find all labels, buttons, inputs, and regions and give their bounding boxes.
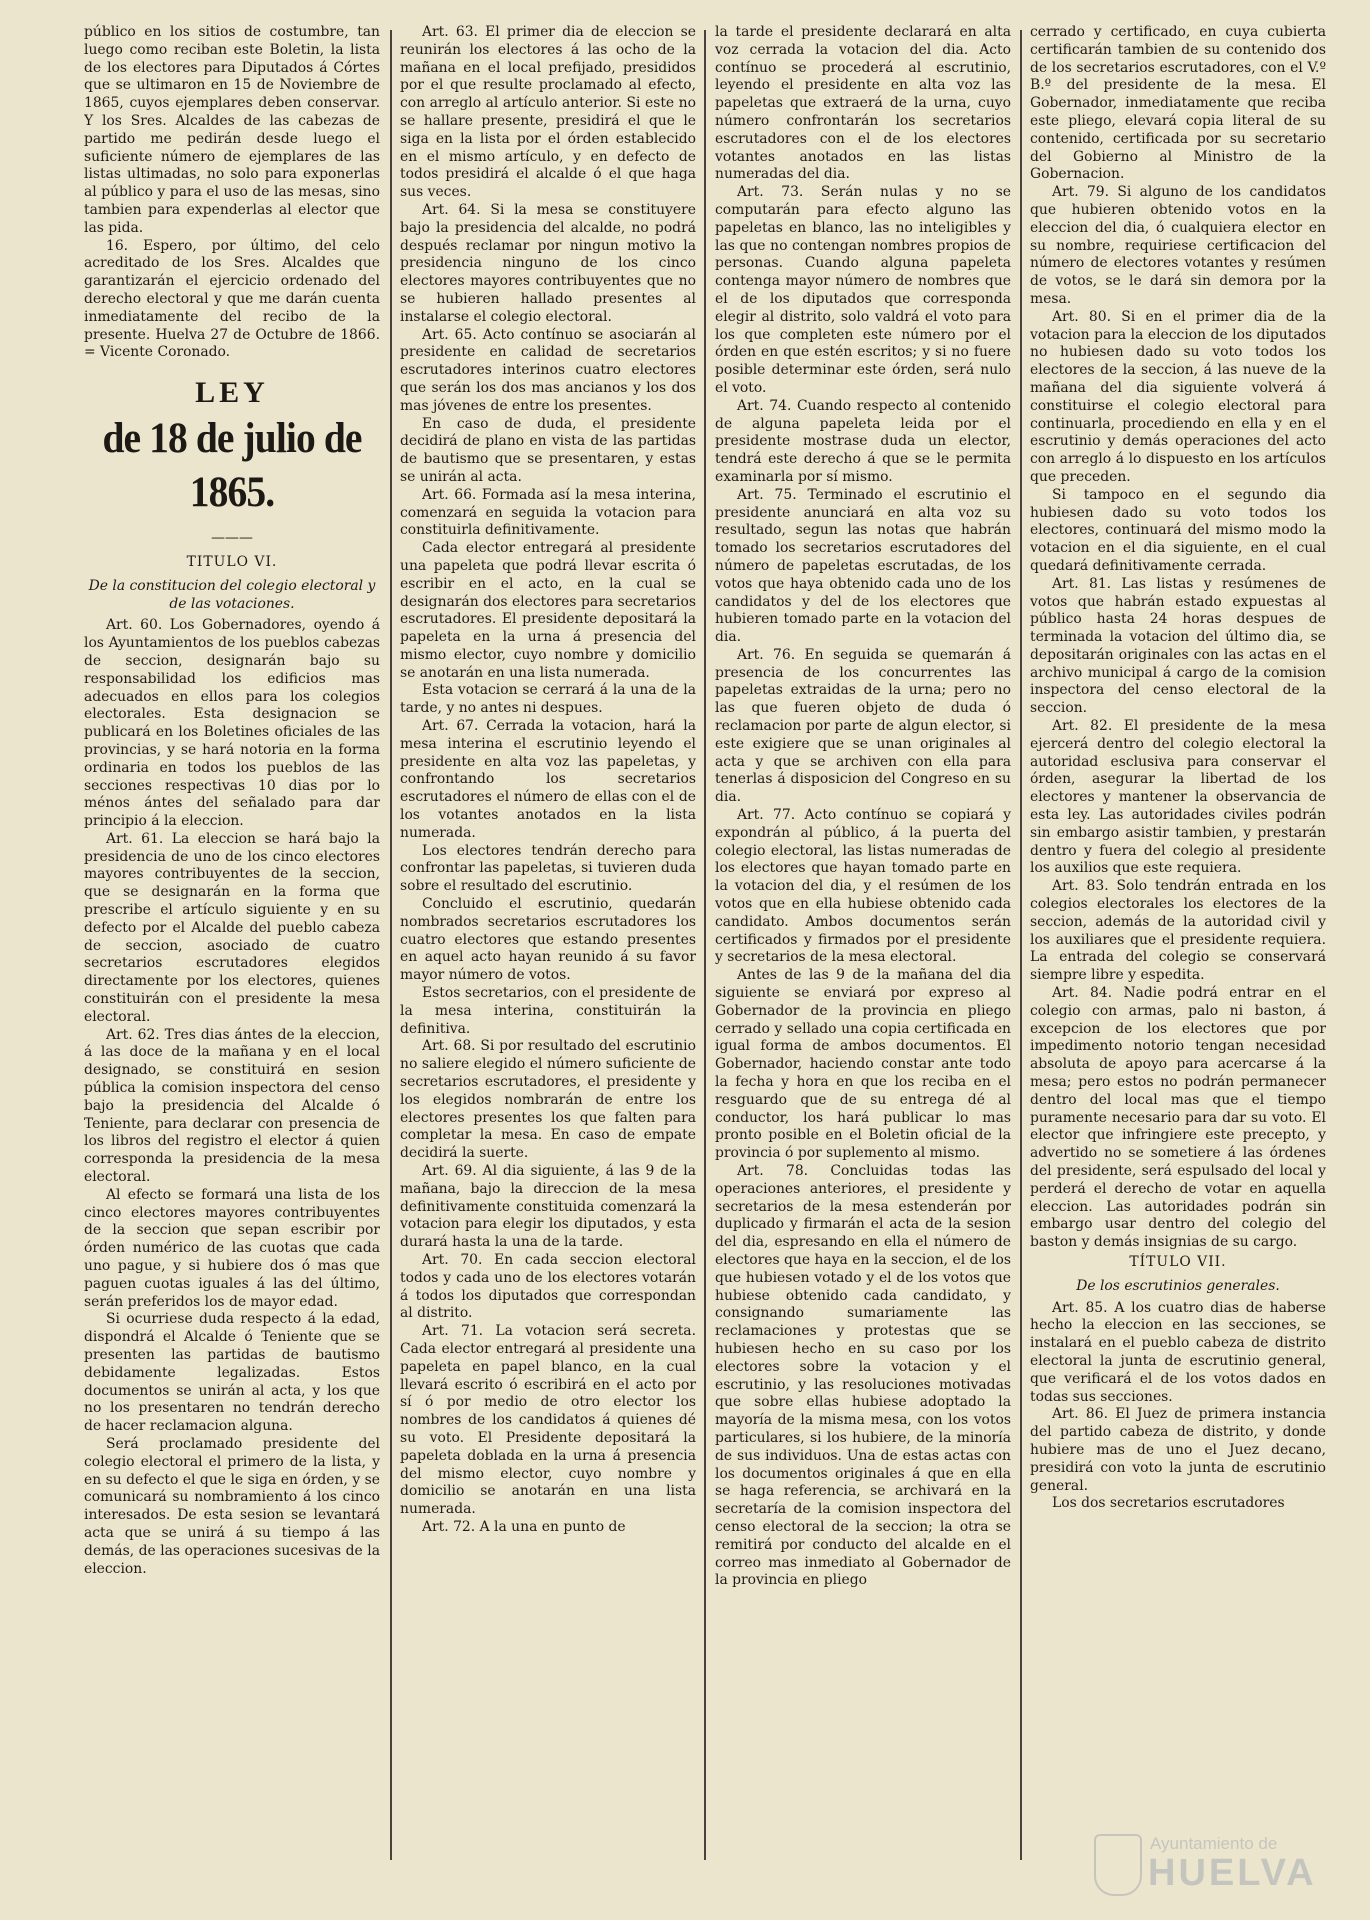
column-rule <box>704 30 706 1860</box>
paragraph: Art. 69. Al dia siguiente, á las 9 de la mañana, bajo la direccion de la mesa definitivamente constituida comenzará la votacion para elegir los diputados, y esta durará hasta la una de la tarde. <box>400 1163 696 1251</box>
paragraph: Al efecto se formará una lista de los cinco electores mayores contribuyentes de la seccion que sepan escribir por órden numérico de las cuotas que cada uno pague, y si hubiere dos ó mas que paguen cuotas iguales á las del último, serán preferidos los de mayor edad. <box>84 1186 380 1310</box>
title-heading: TÍTULO VII. <box>1129 1253 1227 1270</box>
paragraph: Estos secretarios, con el presidente de la mesa interina, constituirán la definitiva. <box>400 985 696 1037</box>
archive-watermark <box>1094 1830 1324 1900</box>
paragraph: Art. 61. La eleccion se hará bajo la presidencia de uno de los cinco electores mayores contribuyentes de la seccion, que se designarán en la forma que prescribe el artículo siguiente y en su defecto por el Alcalde del pueblo cabeza de seccion, asociado de cuatro secretarios escrutadores elegidos directamente por los electores, quienes constituirán con el presidente la mesa electoral. <box>84 830 380 1025</box>
paragraph: Art. 82. El presidente de la mesa ejercerá dentro del colegio electoral la autoridad esclusiva para conservar el órden, asegurar la libertad de los electores y mantener la observancia de esta ley. Las autoridades civiles podrán sin embargo asistir tambien, y prestarán dentro y fuera del colegio al presidente los auxilios que este requiera. <box>1030 718 1326 877</box>
paragraph: Art. 66. Formada así la mesa interina, comenzará en seguida la votacion para constituirla definitivamente. <box>400 486 696 539</box>
paragraph: Si ocurriese duda respecto á la edad, dispondrá el Alcalde ó Teniente que se presenten las partidas de bautismo debidamente legalizadas. Estos documentos se unirán al acta, y los que no los presentaren no tendrán derecho de hacer reclamacion alguna. <box>84 1311 380 1435</box>
paragraph: Art. 72. A la una en punto de <box>422 1518 626 1535</box>
paragraph: Los dos secretarios escrutadores <box>1052 1495 1285 1512</box>
paragraph: Art. 76. En seguida se quemarán á presencia de los concurrentes las papeletas extraidas de la urna; pero no las que fueren objeto de duda ó reclamacion por parte de algun elector, si este exigiere que se unan originales al acta y que se archiven con ella para tenerlas á disposicion del Congreso en su dia. <box>715 646 1011 806</box>
paragraph: Art. 77. Acto contínuo se copiará y expondrán al público, á la puerta del colegio electoral, las listas numeradas de los electores que hayan tomado parte en la votacion del dia, y el resúmen de los votos que en ella hubiese obtenido cada candidato. Ambos documentos serán certificados y firmados por el presidente y secretarios de la mesa electoral. <box>715 807 1011 966</box>
section-subtitle: De la constitucion del colegio electoral y de las votaciones. <box>88 577 376 612</box>
paragraph: En caso de duda, el presidente decidirá de plano en vista de las partidas de bautismo que se presentaren, y estas se unirán al acta. <box>400 415 696 485</box>
paragraph: Art. 79. Si alguno de los candidatos que hubieren obtenido votos en la eleccion del dia, ó cualquiera elector en su nombre, requiriese certificacion del número de electores votantes y resúmen de votos, se le dará sin demora por la mesa. <box>1030 184 1326 307</box>
paragraph: Concluido el escrutinio, quedarán nombrados secretarios escrutadores los cuatro electores que estando presentes en aquel acto hayan reunido á su favor mayor número de votos. <box>400 896 696 984</box>
paragraph-continued: cerrado y certificado, en cuya cubierta certificarán tambien de su contenido dos de los secretarios escrutadores, con el V.º B.º del presidente de la mesa. El Gobernador, inmediatamente que reciba este pliego, elevará copia literal de su contenido, certificada por su secretario del Gobierno al Ministro de la Gobernacion. <box>1030 24 1326 183</box>
paragraph: Art. 68. Si por resultado del escrutinio no saliere elegido el número suficiente de secretarios escrutadores, el presidente y los elegidos nombrarán de entre los electores presentes los que falten para completar la mesa. En caso de empate decidirá la suerte. <box>400 1038 696 1162</box>
paragraph: Art. 84. Nadie podrá entrar en el colegio con armas, palo ni baston, á excepcion de los electores que por impedimento notorio tengan necesidad absoluta de apoyo para acercarse á la mesa; pero estos no podrán permanecer dentro del local mas que el tiempo puramente necesario para dar su voto. El elector que infringiere este precepto, y advertido no se sometiere á las órdenes del presidente, será espulsado del local y perderá el derecho de votar en aquella eleccion. Las autoridades podrán sin embargo usar dentro del colegio del baston y demás insignias de su cargo. <box>1030 985 1326 1251</box>
text-column-2 <box>400 24 696 1894</box>
text-column-3 <box>715 24 1011 1894</box>
paragraph: Art. 71. La votacion será secreta. Cada elector entregará al presidente una papeleta en papel blanco, en la cual llevará escrito ó escribirá en el acto por sí ó por medio de otro elector los nombres de los candidatos á quienes dé su voto. El Presidente depositará la papeleta doblada en la urna á presencia del mismo elector, cuyo nombre y domicilio se anotarán en una lista numerada. <box>400 1323 696 1518</box>
separator-dash: ——— <box>211 530 253 547</box>
watermark-line-2: HUELVA <box>1148 1852 1317 1894</box>
law-heading: LEY <box>195 376 269 410</box>
paragraph: Será proclamado presidente del colegio electoral el primero de la lista, y en su defecto el que le siga en órden, y se comunicará su nombramiento á los cinco interesados. De esta sesion se levantará acta que se unirá á su tiempo á las demás, de las operaciones sucesivas de la eleccion. <box>84 1435 380 1577</box>
paragraph: Art. 78. Concluidas todas las operaciones anteriores, el presidente y secretarios de la mesa estenderán por duplicado y firmarán el acta de la sesion del dia, espresando en ella el número de electores que haya en la seccion, el de los que hubiesen votado y el de los votos que hubiese obtenido cada candidato, y consignando sumariamente las reclamaciones y protestas que se hubiesen hecho en su caso por los electores sobre la votacion y el escrutinio, y las resoluciones motivadas que sobre ellas hubiese adoptado la mayoría de la misma mesa, con los votos particulares, si los hubiere, de la minoría de sus individuos. Una de estas actas con los documentos originales á que en ella se haga referencia, se archivará en la secretaría de la comision inspectora del censo electoral de la seccion; la otra se remitirá por conducto del alcalde en el correo mas inmediato al Gobernador de la provincia en pliego <box>715 1163 1011 1589</box>
paragraph: Art. 85. A los cuatro dias de haberse hecho la eleccion en las secciones, se instalará en el pueblo cabeza de distrito electoral la junta de escrutinio general, que verificará el de los votos dados en todas sus secciones. <box>1030 1299 1326 1405</box>
law-date-heading: de 18 de julio de 1865. <box>102 415 362 517</box>
paragraph: Art. 74. Cuando respecto al contenido de alguna papeleta leida por el presidente mostrase duda un elector, tendrá este derecho á que se le permita examinarla por sí mismo. <box>715 397 1011 485</box>
text-column-4 <box>1030 24 1326 1894</box>
coat-of-arms-icon <box>1094 1834 1142 1896</box>
paragraph: Art. 81. Las listas y resúmenes de votos que habrán estado expuestas al público hasta 24 horas despues de terminada la votacion del último dia, se depositarán originales con las actas en el archivo municipal á cargo de la comision inspectora del censo electoral de la seccion. <box>1030 575 1326 717</box>
text-column-1 <box>84 24 380 1894</box>
section-subtitle: De los escrutinios generales. <box>1076 1277 1280 1294</box>
column-rule <box>390 30 392 1860</box>
paragraph-continued: la tarde el presidente declarará en alta voz cerrada la votacion del dia. Acto contínuo se procederá al escrutinio, leyendo el presidente en alta voz las papeletas que extraerá de la urna, cuyo número confrontarán los secretarios escrutadores con el de los electores votantes anotados en las listas numeradas del dia. <box>715 24 1011 183</box>
paragraph: Esta votacion se cerrará á la una de la tarde, y no antes ni despues. <box>400 682 696 717</box>
watermark-line-1: Ayuntamiento de <box>1150 1834 1278 1853</box>
paragraph-continued: público en los sitios de costumbre, tan luego como reciban este Boletin, la lista de los electores para Diputados á Córtes que se ultimaron en 15 de Noviembre de 1865, cuyos ejemplares deben conservar. Y los Sres. Alcaldes de las cabezas de partido me pedirán desde luego el suficiente número de ejemplares de las listas ultimadas, no solo para exponerlas al público y para el uso de las mesas, sino tambien para expenderlas al elector que las pida. <box>84 24 380 236</box>
paragraph: Art. 70. En cada seccion electoral todos y cada uno de los electores votarán á todos los diputados que correspondan al distrito. <box>400 1251 696 1322</box>
paragraph: Art. 64. Si la mesa se constituyere bajo la presidencia del alcalde, no podrá después reclamar por ningun motivo la presidencia ninguno de los cinco electores mayores contribuyentes que no se hubieren hallado presentes al instalarse el colegio electoral. <box>400 201 696 325</box>
paragraph: Antes de las 9 de la mañana del dia siguiente se enviará por expreso al Gobernador de la provincia en pliego cerrado y sellado una copia certificada en igual forma de ambos documentos. El Gobernador, haciendo constar ante todo la fecha y hora en que los reciba en el resguardo que de su entrega dé al conductor, los hará publicar lo mas pronto posible en el Boletin oficial de la provincia ó por suplemento al mismo. <box>715 967 1011 1162</box>
paragraph: Art. 67. Cerrada la votacion, hará la mesa interina el escrutinio leyendo el presidente en alta voz las papeletas, y confrontando los secretarios escrutadores el número de ellas con el de los votantes anotados en la lista numerada. <box>400 718 696 841</box>
column-rule <box>1020 30 1022 1860</box>
paragraph: Art. 73. Serán nulas y no se computarán para efecto alguno las papeletas en blanco, las no inteligibles y las que no contengan nombres propios de personas. Cuando alguna papeleta contenga mayor número de nombres que el de los diputados que corresponda elegir al distrito, solo valdrá el voto para los que completen este número por el órden en que estén escritos; y si no fuere posible determinar este órden, será nulo el voto. <box>715 184 1011 396</box>
paragraph: Art. 60. Los Gobernadores, oyendo á los Ayuntamientos de los pueblos cabezas de seccion, designarán bajo su responsabilidad los edificios mas adecuados en ellos para los colegios electorales. Esta designacion se publicará en los Boletines oficiales de las provincias, y se hará notoria en la forma ordinaria en todos los pueblos de las secciones respectivas 10 dias por lo ménos ántes del señalado para dar principio á la eleccion. <box>84 617 380 830</box>
title-heading: TITULO VI. <box>186 553 278 570</box>
paragraph: Los electores tendrán derecho para confrontar las papeletas, si tuvieren duda sobre el resultado del escrutinio. <box>400 842 696 895</box>
paragraph: Art. 63. El primer dia de eleccion se reunirán los electores á las ocho de la mañana en el local prefijado, presididos por el que resulte proclamado al efecto, con arreglo al artículo anterior. Si este no se hallare presente, presidirá el que le siga en la lista por el órden establecido en el mismo artículo, y en defecto de todos presidirá el alcalde ó el que haga sus veces. <box>400 24 696 201</box>
paragraph: Art. 83. Solo tendrán entrada en los colegios electorales los electores de la seccion, además de la autoridad civil y los auxiliares que el presidente requiera. La entrada del colegio se conservará siempre libre y espedita. <box>1030 878 1326 984</box>
paragraph: Cada elector entregará al presidente una papeleta que podrá llevar escrita ó escribir en el acto, en la cual se designarán dos electores para secretarios escrutadores. El presidente depositará la papeleta en la urna á presencia del mismo elector, cuyo nombre y domicilio se anotarán en una lista numerada. <box>400 540 696 681</box>
paragraph: Art. 75. Terminado el escrutinio el presidente anunciará en alta voz su resultado, segun las notas que habrán tomado los secretarios escrutadores del número de papeletas escrutadas, de los votos que haya obtenido cada uno de los candidatos y del de los electores que hubieren tomado parte en la votacion del dia. <box>715 486 1011 646</box>
paragraph: Si tampoco en el segundo dia hubiesen dado su voto todos los electores, continuará del mismo modo la votacion en el dia siguiente, en el cual quedará definitivamente cerrada. <box>1030 486 1326 574</box>
paragraph: 16. Espero, por último, del celo acreditado de los Sres. Alcaldes que garantizarán el ejercicio ordenado del derecho electoral y que me darán cuenta inmediatamente del recibo de la presente. Huelva 27 de Octubre de 1866. = Vicente Coronado. <box>84 237 380 361</box>
paragraph: Art. 86. El Juez de primera instancia del partido cabeza de distrito, y donde hubiere mas de uno el Juez decano, presidirá con voto la junta de escrutinio general. <box>1030 1406 1326 1494</box>
paragraph: Art. 80. Si en el primer dia de la votacion para la eleccion de los diputados no hubiesen dado su voto todos los electores de la seccion, á las nueve de la mañana del dia siguiente volverá á constituirse el colegio electoral para continuarla, procediendo en ella y en el escrutinio y demás operaciones del acto con arreglo á lo dispuesto en los artículos que preceden. <box>1030 308 1326 485</box>
paragraph: Art. 65. Acto contínuo se asociarán al presidente en calidad de secretarios escrutadores interinos cuatro electores que serán los dos mas ancianos y los dos mas jóvenes de entre los presentes. <box>400 326 696 414</box>
paragraph: Art. 62. Tres dias ántes de la eleccion, á las doce de la mañana y en el local designado, se constituirá en sesion pública la comision inspectora del censo bajo la presidencia del Alcalde ó Teniente, para declarar con presencia de los libros del registro el elector á quien corresponda la presidencia de la mesa electoral. <box>84 1026 380 1186</box>
